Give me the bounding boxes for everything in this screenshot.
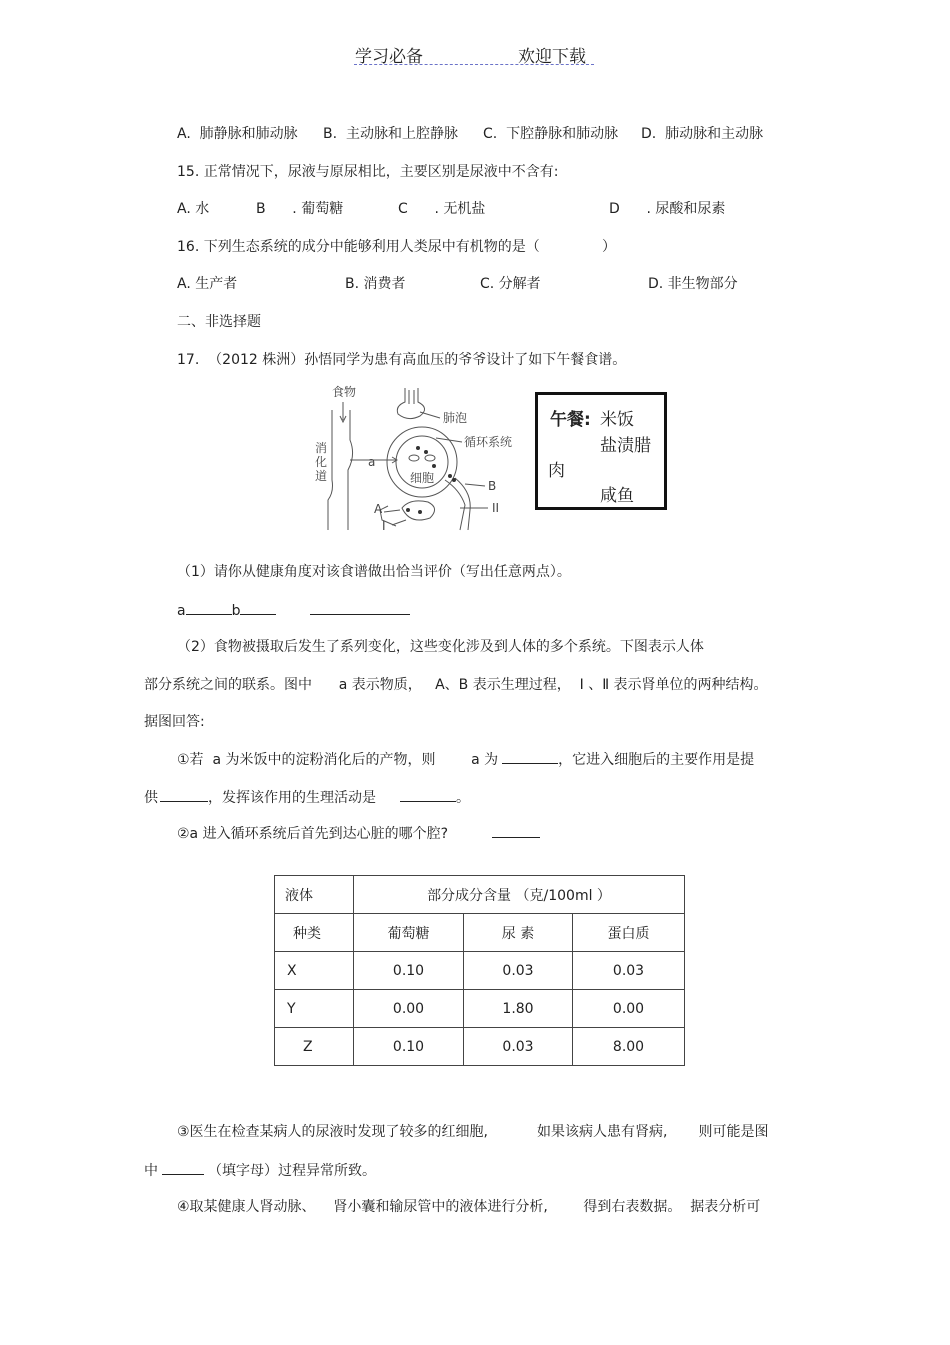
q16-option-c: C. 分解者: [480, 276, 541, 292]
blank-a[interactable]: [186, 600, 232, 615]
table-corner-top: 液体: [275, 876, 354, 914]
blank-b-2[interactable]: [310, 600, 410, 615]
sub3-text-2: （填字母）过程异常所致。: [208, 1163, 376, 1179]
table-col-header: 葡萄糖: [354, 914, 464, 952]
sub1-text-4: ，发挥该作用的生理活动是: [208, 790, 376, 806]
q14-option-a: A. 肺静脉和肺动脉: [177, 126, 298, 142]
diagram-label-B: B: [488, 479, 497, 493]
q17-part2-line3: 据图回答:: [144, 714, 205, 730]
diagram-label-II: II: [492, 501, 500, 515]
q15-option-d: D . 尿酸和尿素: [609, 201, 726, 217]
q16-option-d: D. 非生物部分: [648, 276, 738, 292]
table-cell: 0.10: [354, 1028, 464, 1066]
q17-sub2: [177, 823, 540, 844]
table-cell: 0.10: [354, 952, 464, 990]
table-col-header: 蛋白质: [573, 914, 685, 952]
sub3-text-1: 中: [144, 1163, 158, 1179]
table-row-label: X: [275, 952, 354, 990]
table-corner-bottom: 种类: [275, 914, 354, 952]
q15-stem: 15. 正常情况下，尿液与原尿相比，主要区别是尿液中不含有:: [177, 164, 559, 180]
table-group-header: 部分成分含量 （克/100ml ）: [354, 876, 685, 914]
blank-sub2[interactable]: [492, 823, 540, 838]
q17-part1: （1）请你从健康角度对该食谱做出恰当评价（写出任意两点）。: [177, 564, 571, 580]
table-row: [275, 1028, 685, 1066]
diagram-label-digestive-3: 道: [315, 469, 328, 483]
sub1-text-3: 供: [144, 790, 158, 806]
diagram-label-digestive-1: 消: [315, 441, 328, 455]
diagram-label-a: a: [368, 455, 376, 469]
header-underline: [354, 64, 594, 65]
q17-part2-line1: （2）食物被摄取后发生了系列变化，这些变化涉及到人体的多个系统。下图表示人体: [177, 639, 704, 655]
q17-sub3-line2: [144, 1160, 376, 1181]
answer-label-a: a: [177, 603, 186, 619]
q15-option-b: B . 葡萄糖: [256, 201, 344, 217]
diagram-label-cell: 细胞: [410, 471, 435, 485]
answer-label-b: b: [231, 603, 241, 619]
table-row-label: Y: [275, 990, 354, 1028]
sub2-text: ②a 进入循环系统后首先到达心脏的哪个腔?: [177, 826, 449, 842]
sub1-text-2: ，它进入细胞后的主要作用是提: [558, 752, 755, 768]
table-cell: 0.03: [464, 1028, 573, 1066]
table-cell: 0.03: [573, 952, 685, 990]
diagram-label-digestive-2: 化: [315, 455, 328, 469]
blank-sub1-b[interactable]: [160, 787, 208, 802]
body-systems-diagram: [310, 380, 525, 540]
q17-sub1-line1: [177, 749, 754, 770]
diagram-label-A: A: [374, 502, 383, 516]
diagram-label-food: 食物: [332, 385, 357, 399]
q15-option-a: A. 水: [177, 201, 210, 217]
table-row: [275, 990, 685, 1028]
sub1-text-1: ①若 a 为米饭中的淀粉消化后的产物，则 a 为: [177, 752, 499, 768]
blank-sub3[interactable]: [162, 1160, 204, 1175]
blank-b-1[interactable]: [240, 600, 276, 615]
table-cell: 0.03: [464, 952, 573, 990]
table-col-header: 尿 素: [464, 914, 573, 952]
q17-sub3-line1: ③医生在检查某病人的尿液时发现了较多的红细胞, 如果该病人患有肾病, 则可能是图: [177, 1124, 769, 1140]
q15-option-c: C . 无机盐: [398, 201, 486, 217]
header-right: 欢迎下载: [518, 47, 586, 67]
lunch-menu-box: [535, 392, 667, 510]
q17-stem: 17. （2012 株洲）孙悟同学为患有高血压的爷爷设计了如下午餐食谱。: [177, 352, 627, 368]
q17-part1-answers: [177, 600, 410, 621]
section-title: 二、非选择题: [177, 314, 261, 330]
table-row: [275, 952, 685, 990]
menu-item-pork-cont: 肉: [548, 461, 565, 481]
q14-option-d: D. 肺动脉和主动脉: [641, 126, 764, 142]
menu-title: 午餐:: [550, 410, 591, 430]
q14-option-c: C. 下腔静脉和肺动脉: [483, 126, 619, 142]
q14-option-b: B. 主动脉和上腔静脉: [323, 126, 458, 142]
diagram-label-I: I: [382, 519, 386, 533]
menu-item-fish: 咸鱼: [600, 486, 634, 506]
blank-sub1-c[interactable]: [400, 787, 456, 802]
menu-item-pork: 盐渍腊: [600, 436, 651, 456]
table-cell: 0.00: [573, 990, 685, 1028]
table-cell: 0.00: [354, 990, 464, 1028]
menu-item-rice: 米饭: [600, 410, 634, 430]
blank-sub1-a[interactable]: [502, 749, 558, 764]
fluid-composition-table: [274, 875, 685, 1066]
table-cell: 8.00: [573, 1028, 685, 1066]
diagram-label-alveoli: 肺泡: [443, 411, 468, 425]
diagram-label-circulation: 循环系统: [464, 435, 513, 449]
q17-sub1-line2: [144, 787, 470, 808]
table-row-label: Z: [275, 1028, 354, 1066]
q16-option-b: B. 消费者: [345, 276, 406, 292]
q17-sub4: ④取某健康人肾动脉、 肾小囊和输尿管中的液体进行分析, 得到右表数据。 据表分析可: [177, 1199, 761, 1215]
table-cell: 1.80: [464, 990, 573, 1028]
sub1-text-5: 。: [456, 790, 470, 806]
q17-part2-line2: 部分系统之间的联系。图中 a 表示物质， A、B 表示生理过程， Ⅰ 、Ⅱ 表示肾单位的两种结构。: [144, 677, 768, 693]
q16-stem: 16. 下列生态系统的成分中能够利用人类尿中有机物的是（ ）: [177, 239, 617, 255]
q16-option-a: A. 生产者: [177, 276, 238, 292]
header-left: 学习必备: [355, 47, 423, 67]
